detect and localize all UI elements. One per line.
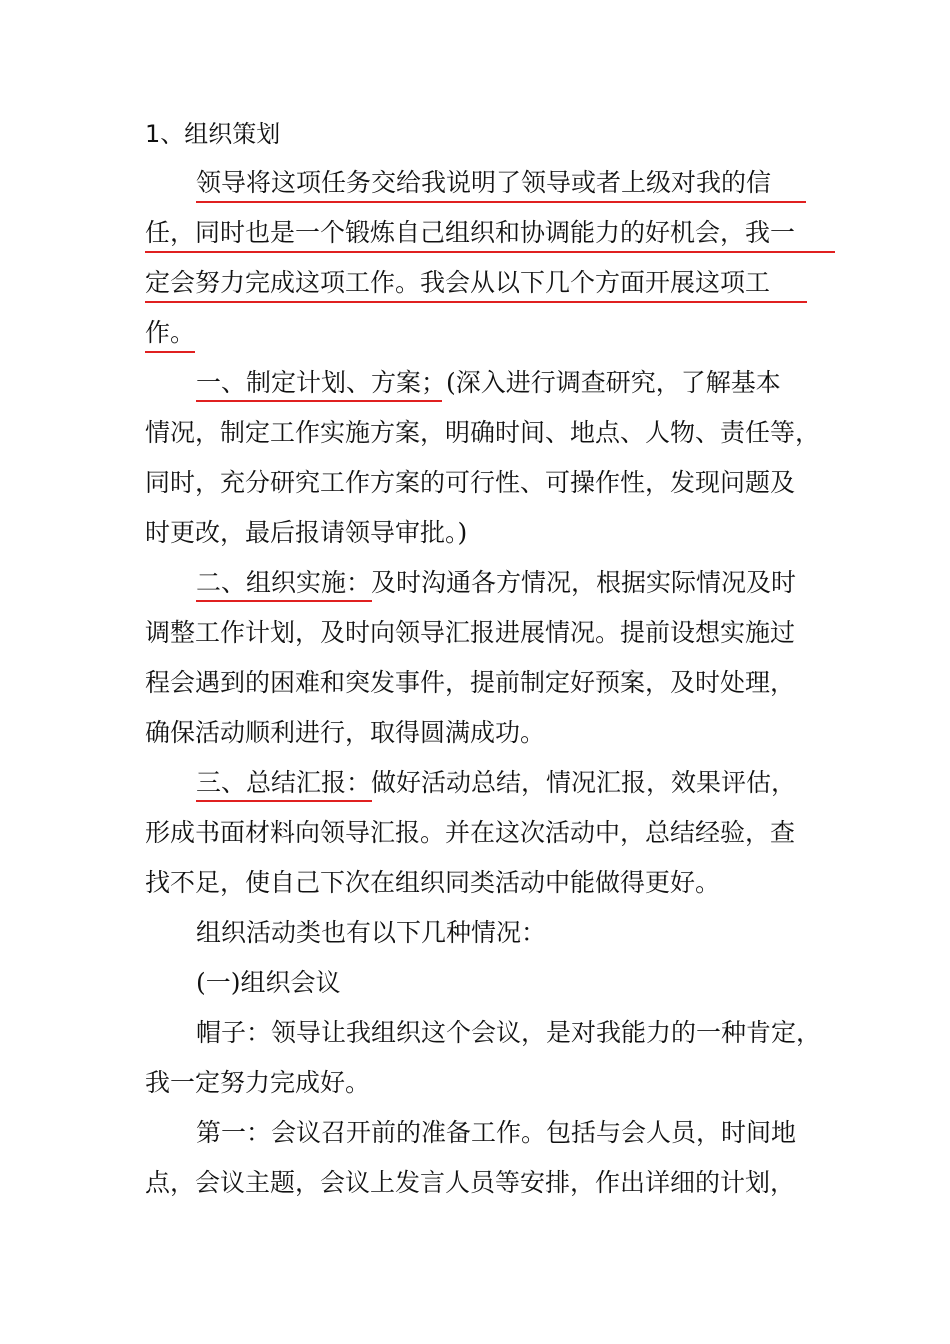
red-underline [196, 800, 372, 802]
paragraph-line: 确保活动顺利进行，取得圆满成功。 [145, 718, 546, 747]
paragraph-line: 领导将这项任务交给我说明了领导或者上级对我的信 [196, 168, 772, 197]
paragraph-line: 第一：会议召开前的准备工作。包括与会人员，时间地 [196, 1118, 797, 1147]
paragraph-line: 二、组织实施：及时沟通各方情况，根据实际情况及时 [196, 568, 797, 597]
paragraph-line: 程会遇到的困难和突发事件，提前制定好预案，及时处理， [145, 668, 796, 697]
paragraph-line: 组织活动类也有以下几种情况： [196, 918, 547, 947]
paragraph-line: 形成书面材料向领导汇报。并在这次活动中，总结经验，查 [145, 818, 796, 847]
red-underline [196, 400, 442, 402]
red-underline [196, 600, 372, 602]
paragraph-line: 定会努力完成这项工作。我会从以下几个方面开展这项工 [145, 268, 771, 297]
section-heading: 1、组织策划 [145, 120, 281, 148]
paragraph-line: 帽子：领导让我组织这个会议，是对我能力的一种肯定， [196, 1018, 822, 1047]
paragraph-line: 任，同时也是一个锻炼自己组织和协调能力的好机会，我一 [145, 218, 796, 247]
paragraph-line: 调整工作计划，及时向领导汇报进展情况。提前设想实施过 [145, 618, 796, 647]
paragraph-line: 情况，制定工作实施方案，明确时间、地点、人物、责任等， [145, 418, 821, 447]
paragraph-line: 我一定努力完成好。 [145, 1068, 371, 1097]
red-underline [145, 351, 195, 353]
red-underline [145, 251, 835, 253]
red-underline [145, 301, 807, 303]
red-underline [196, 201, 806, 203]
paragraph-line: 作。 [145, 318, 196, 347]
paragraph-line: (一)组织会议 [196, 968, 341, 997]
paragraph-line: 同时，充分研究工作方案的可行性、可操作性，发现问题及 [145, 468, 796, 497]
paragraph-line: 点，会议主题，会议上发言人员等安排，作出详细的计划， [145, 1168, 796, 1197]
paragraph-line: 一、制定计划、方案；(深入进行调查研究，了解基本 [196, 368, 781, 397]
paragraph-line: 时更改，最后报请领导审批。) [145, 518, 468, 547]
paragraph-line: 找不足，使自己下次在组织同类活动中能做得更好。 [145, 868, 721, 897]
paragraph-line: 三、总结汇报：做好活动总结，情况汇报，效果评估， [196, 768, 797, 797]
